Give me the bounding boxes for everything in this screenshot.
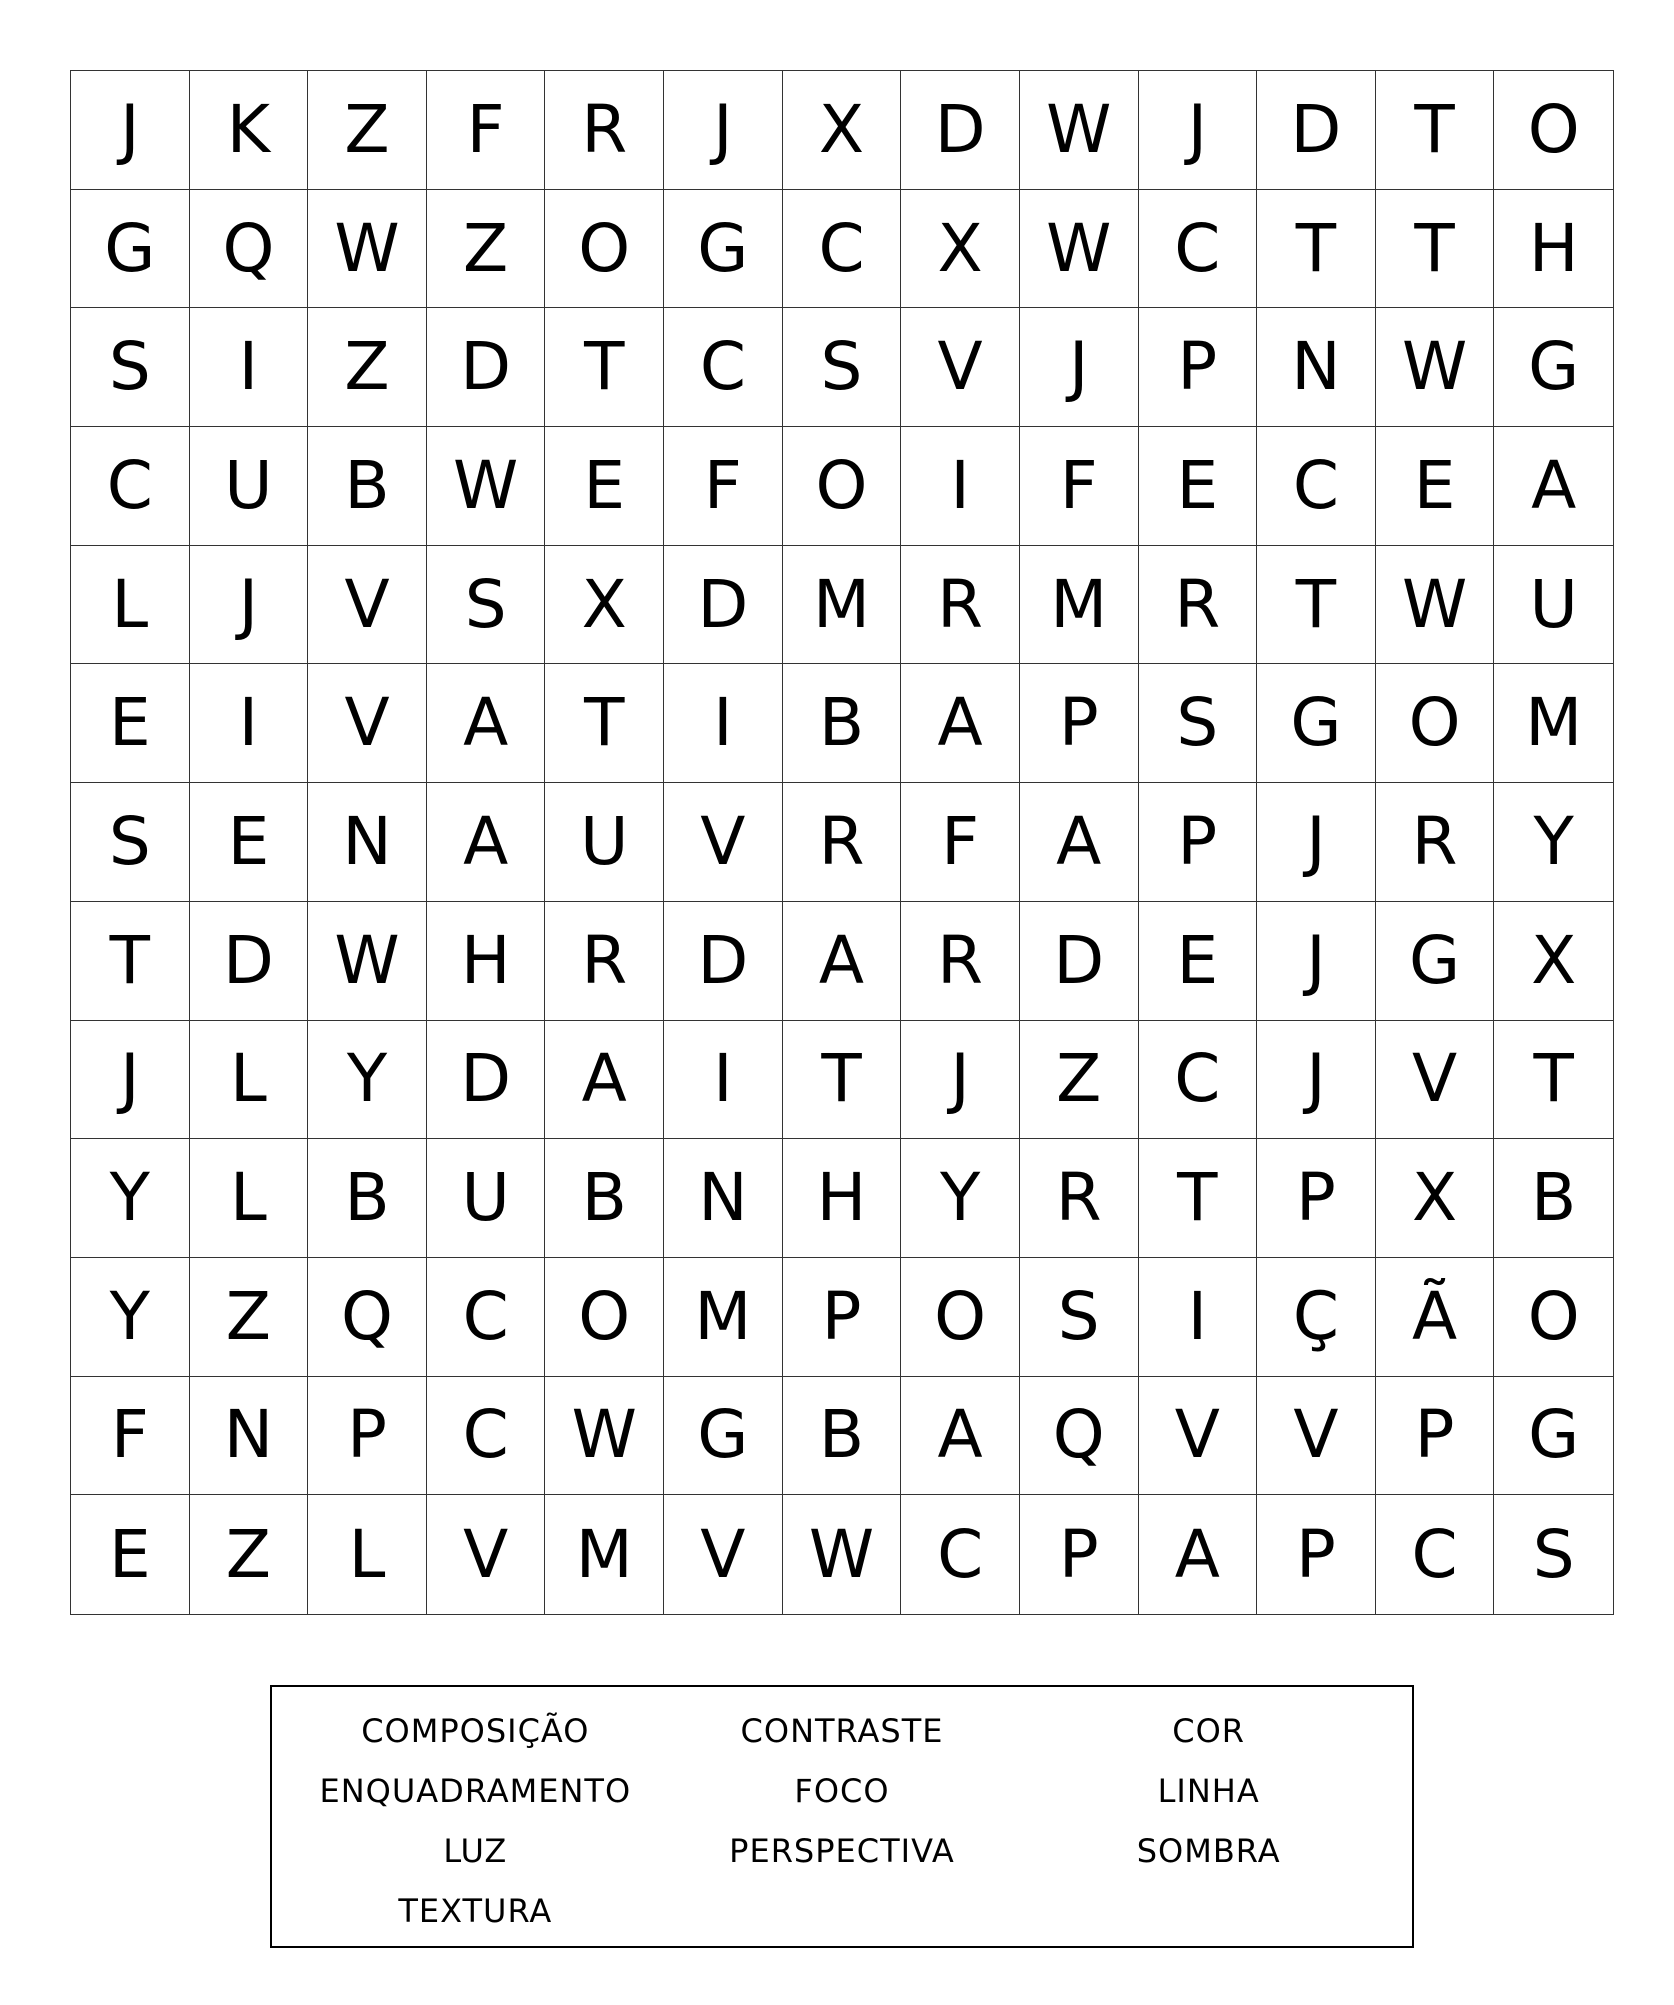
grid-cell[interactable]: Q <box>308 1258 427 1377</box>
grid-cell[interactable]: O <box>1494 71 1613 190</box>
word-item: PERSPECTIVA <box>729 1832 955 1870</box>
grid-cell[interactable]: U <box>545 783 664 902</box>
grid-cell[interactable]: Y <box>1494 783 1613 902</box>
grid-cell[interactable]: O <box>545 1258 664 1377</box>
word-list-box <box>270 1685 1414 1948</box>
grid-cell[interactable]: J <box>71 71 190 190</box>
grid-cell[interactable]: A <box>427 664 546 783</box>
grid-cell[interactable]: D <box>664 546 783 665</box>
grid-cell[interactable]: G <box>1376 902 1495 1021</box>
grid-cell[interactable]: D <box>427 308 546 427</box>
grid-cell[interactable]: J <box>1139 71 1258 190</box>
grid-cell[interactable]: W <box>1376 546 1495 665</box>
grid-cell[interactable]: T <box>783 1021 902 1140</box>
word-item: COR <box>1172 1712 1246 1750</box>
grid-cell[interactable]: C <box>1139 190 1258 309</box>
grid-cell[interactable]: M <box>664 1258 783 1377</box>
grid-cell[interactable]: F <box>427 71 546 190</box>
grid-cell[interactable]: J <box>1257 783 1376 902</box>
grid-cell[interactable]: T <box>1257 546 1376 665</box>
word-item: LINHA <box>1157 1772 1260 1810</box>
grid-cell[interactable]: M <box>783 546 902 665</box>
grid-cell[interactable]: V <box>664 783 783 902</box>
grid-cell[interactable]: P <box>1139 308 1258 427</box>
grid-cell[interactable]: Ç <box>1257 1258 1376 1377</box>
grid-cell[interactable]: Z <box>308 71 427 190</box>
grid-cell[interactable]: I <box>190 664 309 783</box>
grid-cell[interactable]: P <box>1376 1377 1495 1496</box>
grid-cell[interactable]: E <box>190 783 309 902</box>
grid-cell[interactable]: O <box>901 1258 1020 1377</box>
grid-cell[interactable]: J <box>1257 1021 1376 1140</box>
grid-cell[interactable]: G <box>664 1377 783 1496</box>
grid-cell[interactable]: V <box>308 546 427 665</box>
grid-cell[interactable]: C <box>783 190 902 309</box>
word-item: TEXTURA <box>398 1892 553 1930</box>
grid-cell[interactable]: G <box>1494 308 1613 427</box>
grid-cell[interactable]: X <box>1376 1139 1495 1258</box>
grid-cell[interactable]: S <box>1532 1515 1575 1593</box>
grid-cell[interactable]: Y <box>308 1021 427 1140</box>
grid-cell[interactable]: A <box>901 1377 1020 1496</box>
grid-cell[interactable]: E <box>1139 427 1258 546</box>
grid-cell[interactable]: J <box>190 546 309 665</box>
grid-cell[interactable]: J <box>71 1021 190 1140</box>
grid-cell[interactable]: W <box>308 190 427 309</box>
grid-cell[interactable]: F <box>1020 427 1139 546</box>
grid-cell[interactable]: E <box>545 427 664 546</box>
grid-cell[interactable]: N <box>190 1377 309 1496</box>
grid-cell[interactable]: C <box>427 1377 546 1496</box>
grid-cell[interactable]: X <box>545 546 664 665</box>
grid-cell[interactable]: P <box>783 1258 902 1377</box>
grid-cell[interactable]: E <box>1139 902 1258 1021</box>
word-item: CONTRASTE <box>740 1712 944 1750</box>
grid-cell[interactable]: W <box>1020 190 1139 309</box>
grid-cell[interactable]: B <box>1494 1139 1613 1258</box>
grid-cell[interactable]: O <box>545 190 664 309</box>
grid-cell[interactable]: I <box>664 1021 783 1140</box>
grid-cell[interactable]: M <box>1020 546 1139 665</box>
grid-cell[interactable]: H <box>1494 190 1613 309</box>
grid-cell[interactable]: Z <box>308 308 427 427</box>
grid-cell[interactable]: C <box>427 1258 546 1377</box>
grid-cell[interactable]: D <box>901 71 1020 190</box>
word-list <box>272 1701 1412 1941</box>
grid-cell[interactable]: S <box>427 546 546 665</box>
grid-cell[interactable]: A <box>901 664 1020 783</box>
grid-cell[interactable]: C <box>1139 1021 1258 1140</box>
grid-cell[interactable]: X <box>783 71 902 190</box>
grid-cell[interactable]: V <box>1139 1377 1258 1496</box>
grid-cell[interactable]: R <box>1020 1139 1139 1258</box>
grid-cell[interactable]: R <box>901 546 1020 665</box>
grid-cell[interactable]: S <box>1139 664 1258 783</box>
grid-cell[interactable]: P <box>1257 1139 1376 1258</box>
grid-cell[interactable]: R <box>1376 783 1495 902</box>
grid-cell[interactable]: A <box>1494 427 1613 546</box>
grid-cell[interactable]: T <box>545 664 664 783</box>
grid-cell[interactable]: F <box>71 1377 190 1496</box>
grid-cell[interactable]: J <box>1257 902 1376 1021</box>
grid-cell[interactable]: Y <box>71 1139 190 1258</box>
grid-cell[interactable]: F <box>901 783 1020 902</box>
grid-cell[interactable]: E <box>1376 427 1495 546</box>
grid-cell[interactable]: X <box>1494 902 1613 1021</box>
grid-cell[interactable]: S <box>71 308 190 427</box>
grid-cell[interactable]: W <box>427 427 546 546</box>
grid-cell[interactable]: E <box>71 1495 190 1614</box>
grid-cell[interactable]: I <box>190 308 309 427</box>
grid-cell[interactable]: C <box>664 308 783 427</box>
grid-cell[interactable]: N <box>308 783 427 902</box>
grid-cell[interactable]: M <box>1494 664 1613 783</box>
grid-cell[interactable]: B <box>308 427 427 546</box>
grid-cell[interactable]: P <box>308 1377 427 1496</box>
grid-cell[interactable]: V <box>427 1495 546 1614</box>
grid-cell[interactable]: S <box>783 308 902 427</box>
grid-cell[interactable]: P <box>1020 1495 1139 1614</box>
grid-cell[interactable]: O <box>783 427 902 546</box>
grid-cell[interactable]: W <box>545 1377 664 1496</box>
grid-cell[interactable]: X <box>901 190 1020 309</box>
grid-cell[interactable]: R <box>545 71 664 190</box>
grid-cell[interactable]: S <box>71 783 190 902</box>
grid-cell[interactable]: L <box>71 546 190 665</box>
grid-cell[interactable]: Q <box>1020 1377 1139 1496</box>
grid-cell[interactable]: T <box>1257 190 1376 309</box>
grid-cell[interactable]: A <box>1020 783 1139 902</box>
grid-cell[interactable]: P <box>1020 664 1139 783</box>
grid-cell[interactable]: S <box>1020 1258 1139 1377</box>
word-item: LUZ <box>443 1832 508 1870</box>
grid-cell[interactable]: C <box>1376 1495 1495 1614</box>
grid-cell[interactable]: J <box>1020 308 1139 427</box>
grid-cell[interactable]: G <box>664 190 783 309</box>
grid-cell[interactable]: C <box>1257 427 1376 546</box>
grid-cell[interactable]: V <box>901 308 1020 427</box>
grid-cell[interactable]: Y <box>71 1258 190 1377</box>
grid-cell[interactable]: P <box>1257 1495 1376 1614</box>
grid-cell[interactable]: J <box>901 1021 1020 1140</box>
grid-cell[interactable]: U <box>1494 546 1613 665</box>
grid-cell[interactable]: B <box>783 1377 902 1496</box>
grid-cell[interactable]: T <box>1376 190 1495 309</box>
grid-cell[interactable]: A <box>545 1021 664 1140</box>
word-item: FOCO <box>794 1772 890 1810</box>
grid-cell[interactable]: V <box>664 1495 783 1614</box>
grid-cell[interactable]: D <box>1020 902 1139 1021</box>
grid-cell[interactable]: T <box>545 308 664 427</box>
grid-cell[interactable]: G <box>71 190 190 309</box>
grid-cell[interactable]: Z <box>427 190 546 309</box>
letter-grid <box>70 70 1614 1615</box>
grid-cell[interactable]: Z <box>190 1495 309 1614</box>
grid-cell[interactable]: B <box>308 1139 427 1258</box>
grid-cell[interactable]: T <box>71 902 190 1021</box>
grid-cell[interactable]: W <box>783 1495 902 1614</box>
grid-cell[interactable]: F <box>664 427 783 546</box>
grid-cell[interactable]: O <box>1494 1258 1613 1377</box>
grid-cell[interactable]: D <box>427 1021 546 1140</box>
grid-cell[interactable]: R <box>901 902 1020 1021</box>
grid-cell[interactable]: A <box>1139 1495 1258 1614</box>
grid-cell[interactable]: R <box>1139 546 1258 665</box>
grid-cell[interactable]: Ã <box>1376 1258 1495 1377</box>
grid-cell[interactable]: I <box>664 664 783 783</box>
grid-cell[interactable]: I <box>901 427 1020 546</box>
grid-cell[interactable]: B <box>545 1139 664 1258</box>
grid-cell[interactable]: W <box>1020 71 1139 190</box>
grid-cell[interactable]: G <box>1494 1377 1613 1496</box>
grid-cell[interactable]: W <box>308 902 427 1021</box>
grid-cell[interactable]: N <box>664 1139 783 1258</box>
grid-cell[interactable]: I <box>1139 1258 1258 1377</box>
grid-cell[interactable]: L <box>308 1495 427 1614</box>
grid-cell[interactable]: V <box>1376 1021 1495 1140</box>
grid-cell[interactable]: H <box>427 902 546 1021</box>
grid-cell[interactable]: U <box>190 427 309 546</box>
grid-cell[interactable]: O <box>1376 664 1495 783</box>
word-item: COMPOSIÇÃO <box>361 1712 590 1750</box>
grid-cell[interactable]: D <box>1257 71 1376 190</box>
grid-cell[interactable]: L <box>190 1139 309 1258</box>
grid-cell[interactable]: J <box>664 71 783 190</box>
grid-cell[interactable]: Q <box>190 190 309 309</box>
grid-cell[interactable]: C <box>71 427 190 546</box>
grid-cell[interactable]: Z <box>1020 1021 1139 1140</box>
grid-cell[interactable]: D <box>664 902 783 1021</box>
grid-cell[interactable]: T <box>1139 1139 1258 1258</box>
grid-cell[interactable]: E <box>71 664 190 783</box>
grid-cell[interactable]: C <box>901 1495 1020 1614</box>
grid-cell[interactable]: N <box>1257 308 1376 427</box>
grid-cell[interactable]: A <box>427 783 546 902</box>
grid-cell[interactable]: G <box>1257 664 1376 783</box>
grid-cell[interactable]: B <box>783 664 902 783</box>
grid-cell[interactable]: P <box>1139 783 1258 902</box>
word-item: SOMBRA <box>1136 1832 1281 1870</box>
grid-cell[interactable]: R <box>545 902 664 1021</box>
grid-cell[interactable]: U <box>427 1139 546 1258</box>
grid-cell[interactable]: M <box>545 1495 664 1614</box>
grid-cell[interactable]: T <box>1376 71 1495 190</box>
grid-cell[interactable]: T <box>1494 1021 1613 1140</box>
grid-cell[interactable]: L <box>190 1021 309 1140</box>
word-item: ENQUADRAMENTO <box>319 1772 632 1810</box>
grid-cell[interactable]: K <box>190 71 309 190</box>
grid-cell[interactable]: Z <box>190 1258 309 1377</box>
grid-cell[interactable]: Y <box>901 1139 1020 1258</box>
grid-cell[interactable]: A <box>783 902 902 1021</box>
grid-cell[interactable]: H <box>783 1139 902 1258</box>
grid-cell[interactable]: D <box>190 902 309 1021</box>
grid-cell[interactable]: R <box>783 783 902 902</box>
grid-cell[interactable]: V <box>1257 1377 1376 1496</box>
grid-cell[interactable]: V <box>308 664 427 783</box>
grid-cell[interactable]: W <box>1376 308 1495 427</box>
